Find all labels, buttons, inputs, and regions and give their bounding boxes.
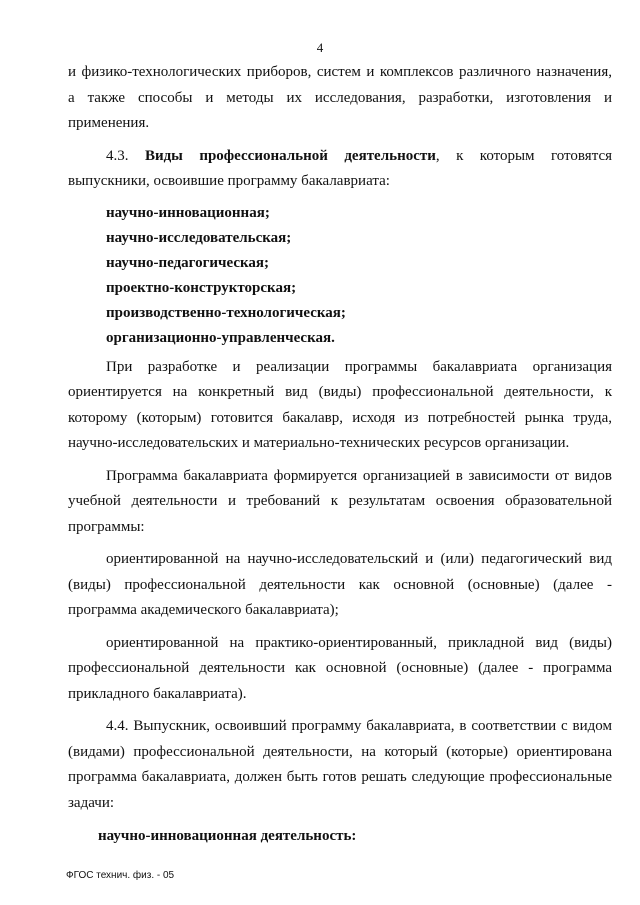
applied-bachelor-paragraph: ориентированной на практико-ориентированный, прикладной вид (виды) профессиональной деятельности как основной (основные) (далее - программа прикладного бакалавриата). <box>68 634 612 702</box>
section-rest: , к которым готовятся выпускники, освоившие программу бакалавриата: <box>68 147 612 189</box>
activity-kinds-list <box>68 201 612 351</box>
activity-kind-item: научно-инновационная; <box>106 204 270 221</box>
task-heading: научно-инновационная деятельность: <box>98 828 357 844</box>
page-number: 4 <box>316 40 324 55</box>
program-paragraph: Программа бакалавриата формируется организацией в зависимости от видов учебной деятельности и требований к результатам освоения образовательной программы: <box>68 467 612 535</box>
intro-line-2: а также способы и методы их исследования, разработки, изготовления и <box>68 89 612 106</box>
intro-line-1: и физико-технологических приборов, систем и комплексов различного назначения, <box>68 64 612 80</box>
section-4-4-paragraph: 4.4. Выпускник, освоивший программу бакалавриата, в соответствии с видом (видами) профессиональной деятельности, на который (которые) ориентирована программа бакалавриата, должен быть готов решать следующие профессиональные задачи: <box>68 718 612 811</box>
section-4-3-paragraph <box>68 144 612 195</box>
section-number: 4.3. <box>106 147 129 164</box>
section-bold-lead: Виды профессиональной деятельности <box>144 147 436 164</box>
academic-bachelor-paragraph: ориентированной на научно-исследовательский и (или) педагогический вид (виды) профессиональной деятельности как основной (основные) (далее - программа академического бакалавриата); <box>68 551 612 618</box>
activity-kind-item: научно-исследовательская; <box>106 229 292 246</box>
document-body <box>68 60 612 850</box>
development-paragraph: При разработке и реализации программы бакалавриата организация ориентируется на конкретный вид (виды) профессиональной деятельности, к которому (которым) готовится бакалавр, исходя из потребностей рынка труда, научно-исследовательских и материально-технических ресурсов организации. <box>68 358 612 451</box>
footer-code: ФГОС технич. физ. - 05 <box>66 870 175 881</box>
activity-kind-item: проектно-конструкторская; <box>106 279 297 296</box>
activity-kind-item: научно-педагогическая; <box>106 254 270 271</box>
activity-kind-item: организационно-управленческая. <box>106 329 335 346</box>
intro-line-3: применения. <box>68 115 150 131</box>
activity-kind-item: производственно-технологическая; <box>106 304 346 321</box>
